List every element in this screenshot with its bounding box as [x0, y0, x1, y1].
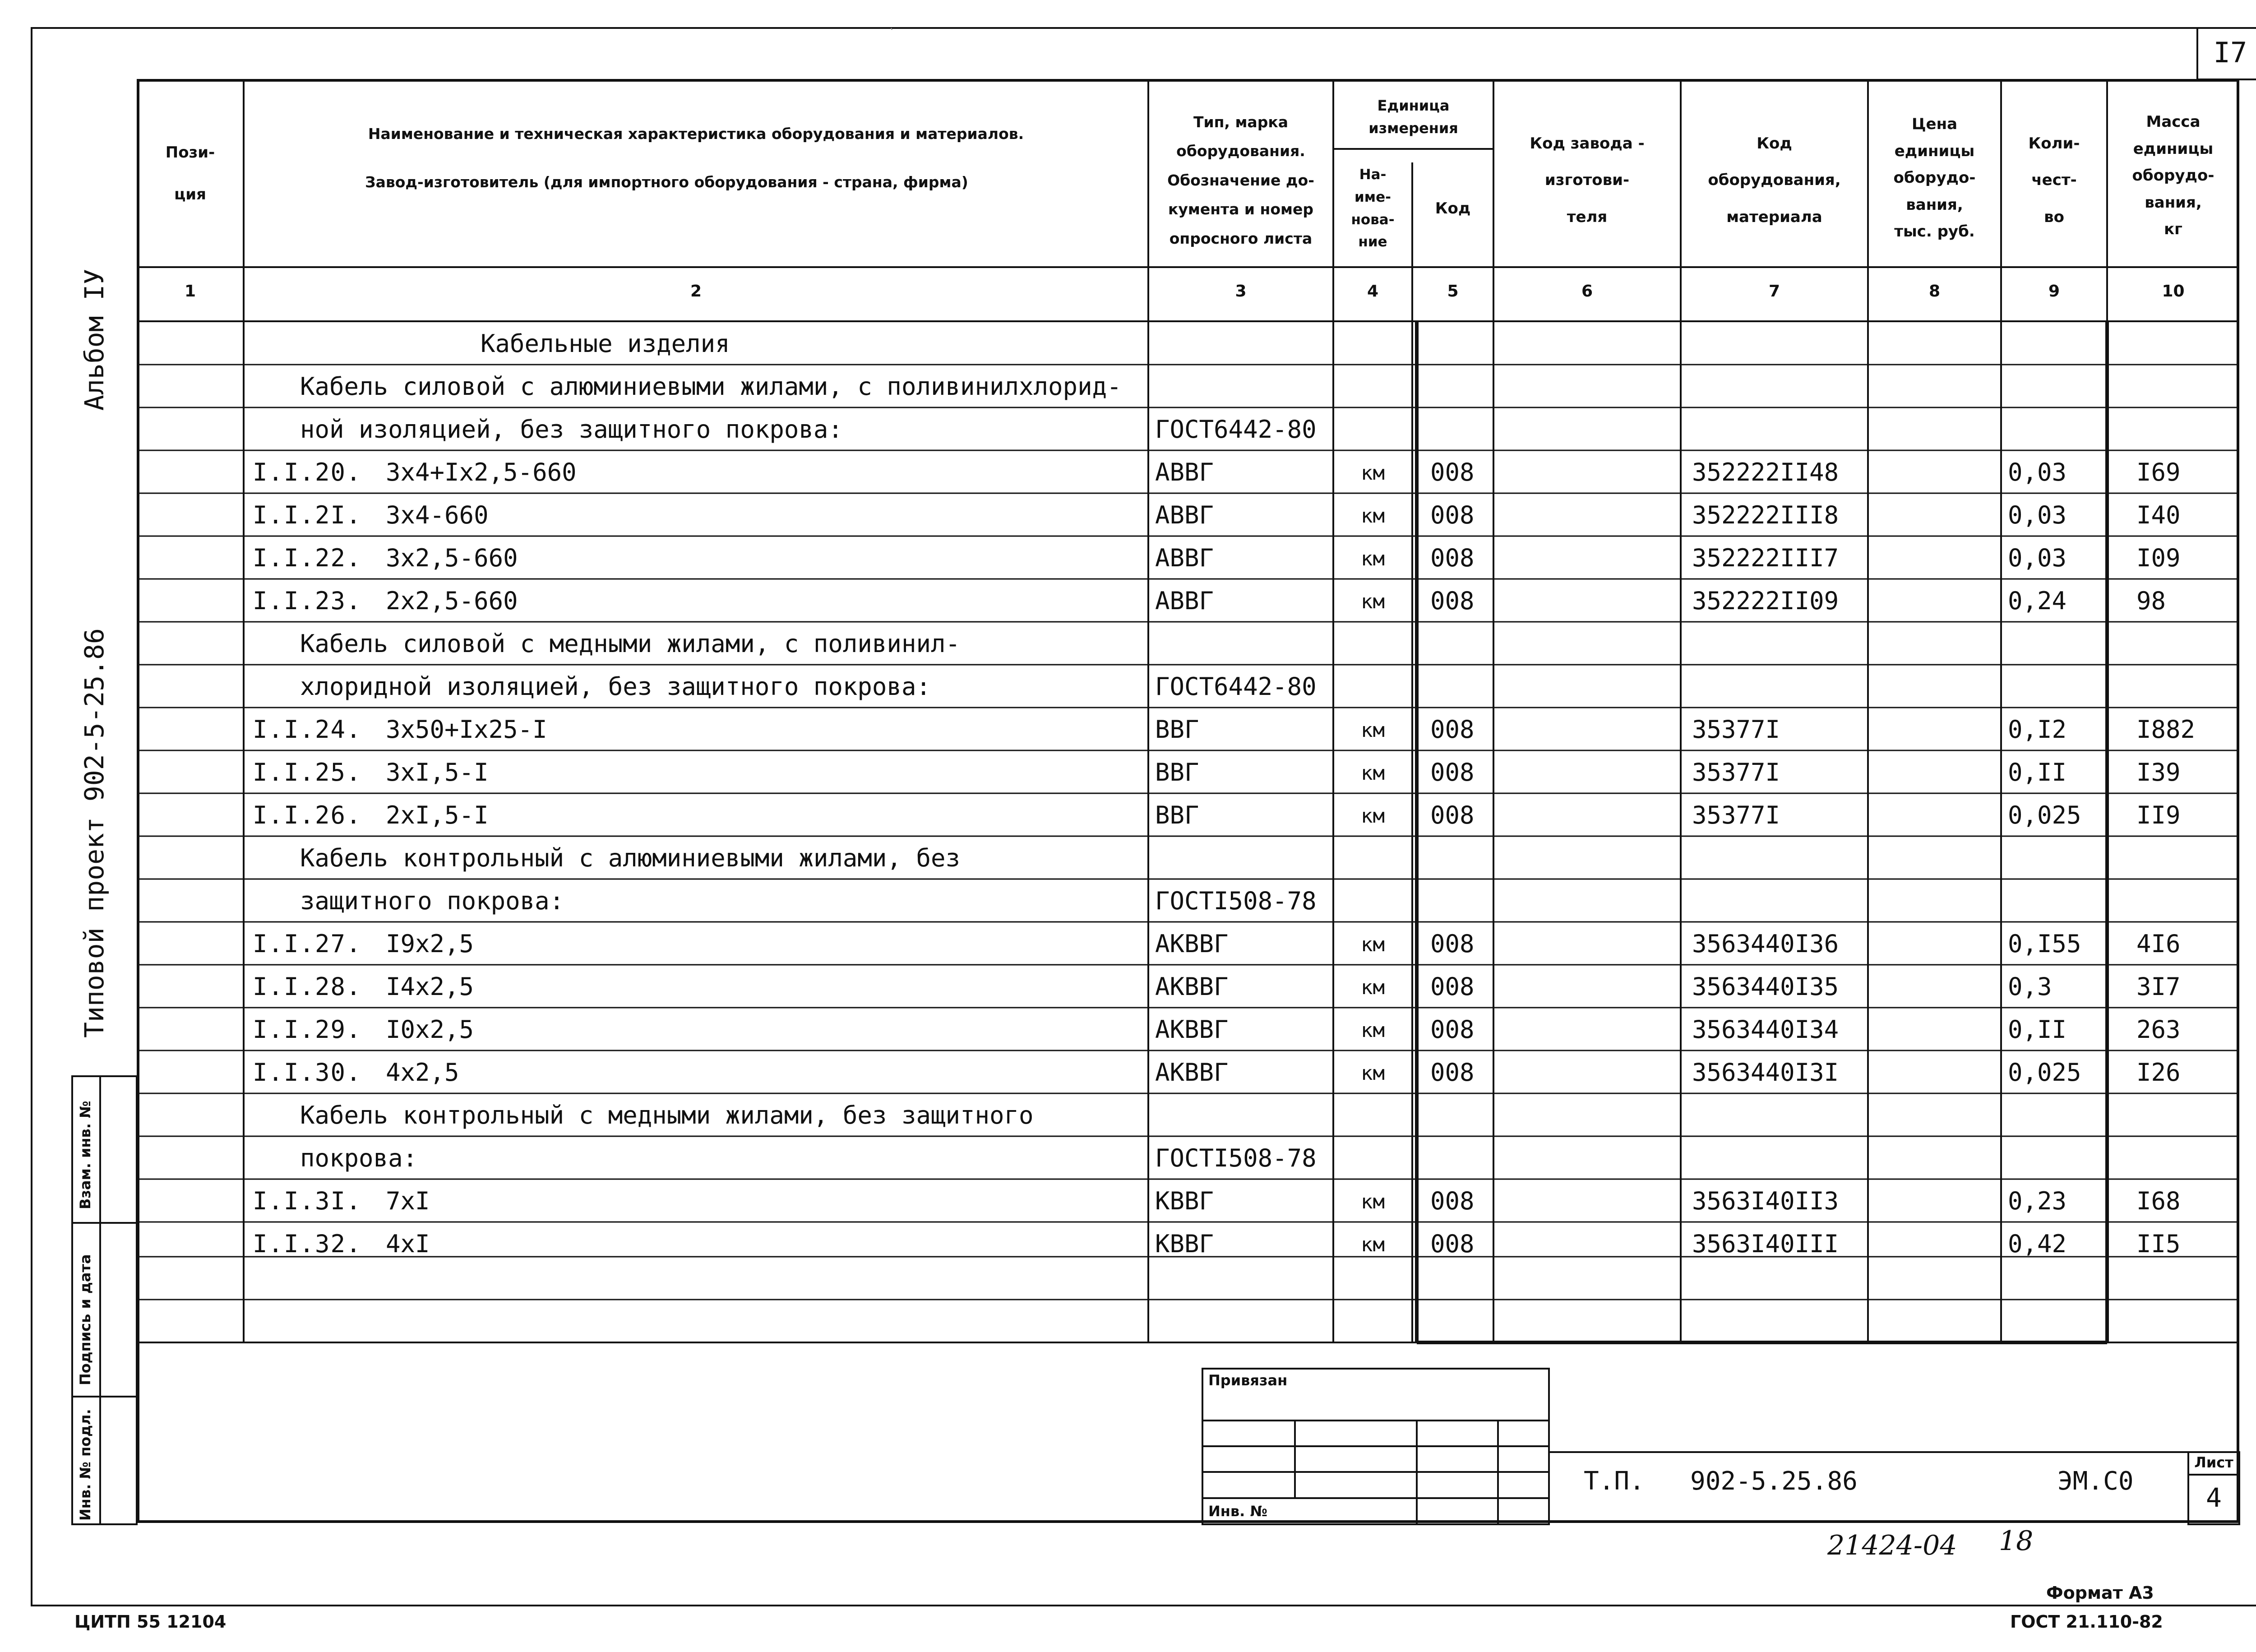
unit-code-cell: 008 [1430, 1015, 1475, 1044]
qty-cell: 0,II [2008, 1015, 2067, 1044]
unit-cell: км [1361, 762, 1385, 785]
qty-cell: 0,II [2008, 758, 2067, 787]
table-row [0, 1258, 2256, 1300]
column-number: 4 [1367, 282, 1379, 301]
header-text: Обозначение до- [1167, 171, 1314, 189]
type-cell: АКВВГ [1155, 1015, 1229, 1044]
unit-code-cell: 008 [1430, 501, 1475, 529]
footer-gost: ГОСТ 21.110-82 [2010, 1612, 2163, 1632]
name-cell: I9х2,5 [386, 930, 474, 958]
qty-cell: 0,025 [2008, 801, 2081, 829]
type-cell: ГОСТI508-78 [1155, 887, 1317, 915]
unit-cell: км [1361, 719, 1385, 742]
column-number: 9 [2048, 282, 2060, 301]
name-cell: хлоридной изоляцией, без защитного покрова: [300, 672, 931, 701]
qty-cell: 0,025 [2008, 1058, 2081, 1087]
table-row [0, 495, 2256, 536]
header-text: Коли- [2028, 134, 2080, 153]
column-number: 1 [184, 282, 196, 301]
type-cell: КВВГ [1155, 1187, 1214, 1215]
header-text: материала [1726, 208, 1822, 226]
mass-cell: I09 [2136, 544, 2181, 572]
name-cell: 7хI [386, 1187, 430, 1215]
name-cell: 3х4+Iх2,5-660 [386, 458, 577, 486]
header-text: оборудо- [2132, 167, 2214, 185]
header-text: Тип, марка [1193, 113, 1288, 131]
equip-code-cell: 3563I40II3 [1692, 1187, 1839, 1215]
position-cell: I.I.27. [253, 930, 362, 958]
mass-cell: 3I7 [2136, 972, 2181, 1001]
privyazan-label: Привязан [1208, 1372, 1288, 1389]
header-text: во [2044, 208, 2064, 226]
doc-code: Т.П. 902-5.25.86 [1584, 1467, 1858, 1496]
type-cell: ВВГ [1155, 715, 1199, 744]
mass-cell: I39 [2136, 758, 2181, 787]
qty-cell: 0,I2 [2008, 715, 2067, 744]
name-cell: защитного покрова: [300, 887, 564, 915]
sheet-label: Лист [2194, 1454, 2233, 1471]
header-text: Цена [1911, 115, 1958, 134]
name-cell: Кабель силовой с медными жилами, с поливинил- [300, 629, 960, 658]
equip-code-cell: 3563440I36 [1692, 930, 1839, 958]
unit-code-cell: 008 [1430, 1058, 1475, 1087]
name-cell: ной изоляцией, без защитного покрова: [300, 415, 843, 444]
equip-code-cell: 3563440I34 [1692, 1015, 1839, 1044]
position-cell: I.I.20. [253, 458, 362, 486]
equip-code-cell: 3563440I3I [1692, 1058, 1839, 1087]
column-number: 5 [1447, 282, 1459, 301]
header-text: единицы [2133, 139, 2214, 158]
unit-cell: км [1361, 590, 1385, 613]
mass-cell: I68 [2136, 1187, 2181, 1215]
qty-cell: 0,03 [2008, 501, 2067, 529]
qty-cell: 0,42 [2008, 1230, 2067, 1258]
type-cell: АВВГ [1155, 458, 1214, 486]
position-cell: I.I.22. [253, 544, 362, 572]
table-row [0, 366, 2256, 407]
unit-code-cell: 008 [1430, 758, 1475, 787]
column-number: 8 [1928, 282, 1941, 301]
equip-code-cell: 35377I [1692, 715, 1780, 744]
equip-code-cell: 35377I [1692, 801, 1780, 829]
header-text: Код [1757, 134, 1792, 153]
stamp-replaced-inv: Взам. инв. № [77, 1101, 94, 1209]
stamp-signature-date: Подпись и дата [77, 1254, 94, 1385]
unit-cell: км [1361, 933, 1385, 956]
header-text: оборудования. [1176, 142, 1305, 160]
header-text: чест- [2031, 171, 2077, 190]
equip-code-cell: 3563440I35 [1692, 972, 1839, 1001]
unit-cell: км [1361, 1019, 1385, 1042]
header-text: измерения [1368, 120, 1458, 137]
unit-cell: км [1361, 1190, 1385, 1213]
position-cell: I.I.26. [253, 801, 362, 829]
header-text: нова- [1351, 211, 1395, 228]
name-cell: I0х2,5 [386, 1015, 474, 1044]
table-row [0, 1009, 2256, 1050]
qty-cell: 0,03 [2008, 544, 2067, 572]
doc-mark: ЭМ.С0 [2057, 1467, 2134, 1496]
type-cell: КВВГ [1155, 1230, 1214, 1258]
column-number: 7 [1768, 282, 1780, 301]
qty-cell: 0,03 [2008, 458, 2067, 486]
table-row [0, 537, 2256, 579]
stamp-inv-original: Инв. № подл. [77, 1409, 94, 1521]
column-number: 10 [2162, 282, 2185, 301]
footer-format: Формат А3 [2046, 1583, 2154, 1603]
name-cell: 2х2,5-660 [386, 587, 518, 615]
name-cell: I4х2,5 [386, 972, 474, 1001]
table-row [0, 1301, 2256, 1342]
type-cell: АКВВГ [1155, 930, 1229, 958]
unit-cell: км [1361, 504, 1385, 528]
name-cell: покрова: [300, 1144, 418, 1172]
header-text: Пози- [165, 143, 215, 162]
equip-code-cell: 352222III8 [1692, 501, 1839, 529]
type-cell: АКВВГ [1155, 1058, 1229, 1087]
header-text: теля [1567, 208, 1608, 226]
unit-code-cell: 008 [1430, 930, 1475, 958]
table-row [0, 966, 2256, 1008]
equip-code-cell: 35377I [1692, 758, 1780, 787]
unit-cell: км [1361, 547, 1385, 570]
unit-code-cell: 008 [1430, 715, 1475, 744]
table-row [0, 1180, 2256, 1222]
table-row [0, 1095, 2256, 1136]
column-number: 6 [1581, 282, 1593, 301]
table-row [0, 623, 2256, 665]
sheet-number: I7 [2213, 36, 2247, 69]
header-text: вания, [2145, 193, 2202, 212]
name-cell: 3х50+Iх25-I [386, 715, 547, 744]
name-cell: 3хI,5-I [386, 758, 489, 787]
mass-cell: I26 [2136, 1058, 2181, 1087]
header-text: опросного листа [1169, 229, 1313, 247]
mass-cell: I40 [2136, 501, 2181, 529]
position-cell: I.I.23. [253, 587, 362, 615]
handwritten-page: 18 [1999, 1525, 2034, 1557]
unit-code-cell: 008 [1430, 801, 1475, 829]
header-text: кумента и номер [1168, 200, 1313, 218]
inv-no-label: Инв. № [1208, 1503, 1267, 1520]
mass-cell: II9 [2136, 801, 2181, 829]
qty-cell: 0,24 [2008, 587, 2067, 615]
equip-code-cell: 3563I40III [1692, 1230, 1839, 1258]
position-cell: I.I.30. [253, 1058, 362, 1087]
name-cell: Кабель контрольный с алюминиевыми жилами, без [300, 844, 960, 872]
table-row [0, 923, 2256, 965]
type-cell: АКВВГ [1155, 972, 1229, 1001]
header-text: име- [1355, 189, 1391, 205]
type-cell: АВВГ [1155, 544, 1214, 572]
project-label: Типовой проект 902-5-25.86 [79, 628, 110, 1038]
sheet-value: 4 [2206, 1482, 2222, 1513]
table-row [0, 580, 2256, 622]
position-cell: I.I.32. [253, 1230, 362, 1258]
table-row [0, 1052, 2256, 1093]
table-row [0, 409, 2256, 450]
name-cell: 3х4-660 [386, 501, 489, 529]
qty-cell: 0,3 [2008, 972, 2052, 1001]
mass-cell: I69 [2136, 458, 2181, 486]
mass-cell: 4I6 [2136, 930, 2181, 958]
unit-code-cell: 008 [1430, 544, 1475, 572]
table-row [0, 709, 2256, 750]
table-row [0, 752, 2256, 793]
header-text: тыс. руб. [1894, 222, 1975, 241]
header-text: ние [1358, 234, 1387, 250]
header-text: Масса [2146, 113, 2201, 131]
type-cell: ГОСТI508-78 [1155, 1144, 1317, 1172]
unit-cell: км [1361, 1233, 1385, 1256]
header-text: На- [1359, 167, 1387, 183]
header-text: ция [174, 185, 206, 204]
type-cell: ВВГ [1155, 801, 1199, 829]
qty-cell: 0,I55 [2008, 930, 2081, 958]
header-text: Завод-изготовитель (для импортного оборудования - страна, фирма) [365, 173, 968, 191]
header-text: Код завода - [1530, 134, 1645, 153]
type-cell: ГОСТ6442-80 [1155, 672, 1317, 701]
position-cell: I.I.28. [253, 972, 362, 1001]
name-cell: Кабельные изделия [481, 329, 730, 358]
type-cell: АВВГ [1155, 587, 1214, 615]
header-text: кг [2164, 220, 2182, 239]
mass-cell: I882 [2136, 715, 2196, 744]
unit-code-cell: 008 [1430, 458, 1475, 486]
equip-code-cell: 352222III7 [1692, 544, 1839, 572]
header-text: Наименование и техническая характеристика оборудования и материалов. [368, 125, 1024, 143]
header-text: оборудования, [1708, 171, 1841, 190]
position-cell: I.I.2I. [253, 501, 362, 529]
unit-cell: км [1361, 1062, 1385, 1085]
header-text: единицы [1894, 142, 1975, 160]
footer-left: ЦИТП 55 12104 [74, 1612, 227, 1632]
header-text: Единица [1377, 97, 1450, 115]
header-text: оборудо- [1893, 169, 1976, 187]
mass-cell: 98 [2136, 587, 2166, 615]
unit-code-cell: 008 [1430, 587, 1475, 615]
mass-cell: II5 [2136, 1230, 2181, 1258]
unit-cell: км [1361, 976, 1385, 999]
type-cell: АВВГ [1155, 501, 1214, 529]
type-cell: ГОСТ6442-80 [1155, 415, 1317, 444]
unit-cell: км [1361, 805, 1385, 828]
position-cell: I.I.25. [253, 758, 362, 787]
table-row [0, 323, 2256, 365]
table-row [0, 795, 2256, 836]
equip-code-cell: 352222II09 [1692, 587, 1839, 615]
column-number: 3 [1235, 282, 1247, 301]
table-row [0, 838, 2256, 879]
table-row [0, 880, 2256, 922]
name-cell: 2хI,5-I [386, 801, 489, 829]
handwritten-number: 21424-04 [1827, 1530, 1957, 1561]
table-row [0, 452, 2256, 493]
header-text: изготови- [1544, 171, 1630, 190]
name-cell: 4х2,5 [386, 1058, 459, 1087]
table-row [0, 666, 2256, 708]
unit-code-cell: 008 [1430, 972, 1475, 1001]
table-row [0, 1138, 2256, 1179]
unit-cell: км [1361, 462, 1385, 485]
column-number: 2 [690, 282, 702, 301]
type-cell: ВВГ [1155, 758, 1199, 787]
name-cell: 3х2,5-660 [386, 544, 518, 572]
mass-cell: 263 [2136, 1015, 2181, 1044]
position-cell: I.I.24. [253, 715, 362, 744]
unit-code-cell: 008 [1430, 1187, 1475, 1215]
qty-cell: 0,23 [2008, 1187, 2067, 1215]
equip-code-cell: 352222II48 [1692, 458, 1839, 486]
header-text: вания, [1906, 195, 1963, 214]
position-cell: I.I.29. [253, 1015, 362, 1044]
name-cell: 4хI [386, 1230, 430, 1258]
name-cell: Кабель контрольный с медными жилами, без защитного [300, 1101, 1034, 1129]
unit-code-cell: 008 [1430, 1230, 1475, 1258]
album-label: Альбом IУ [79, 268, 110, 411]
header-text: Код [1435, 199, 1471, 218]
name-cell: Кабель силовой с алюминиевыми жилами, с поливинилхлорид- [300, 372, 1122, 401]
position-cell: I.I.3I. [253, 1187, 362, 1215]
